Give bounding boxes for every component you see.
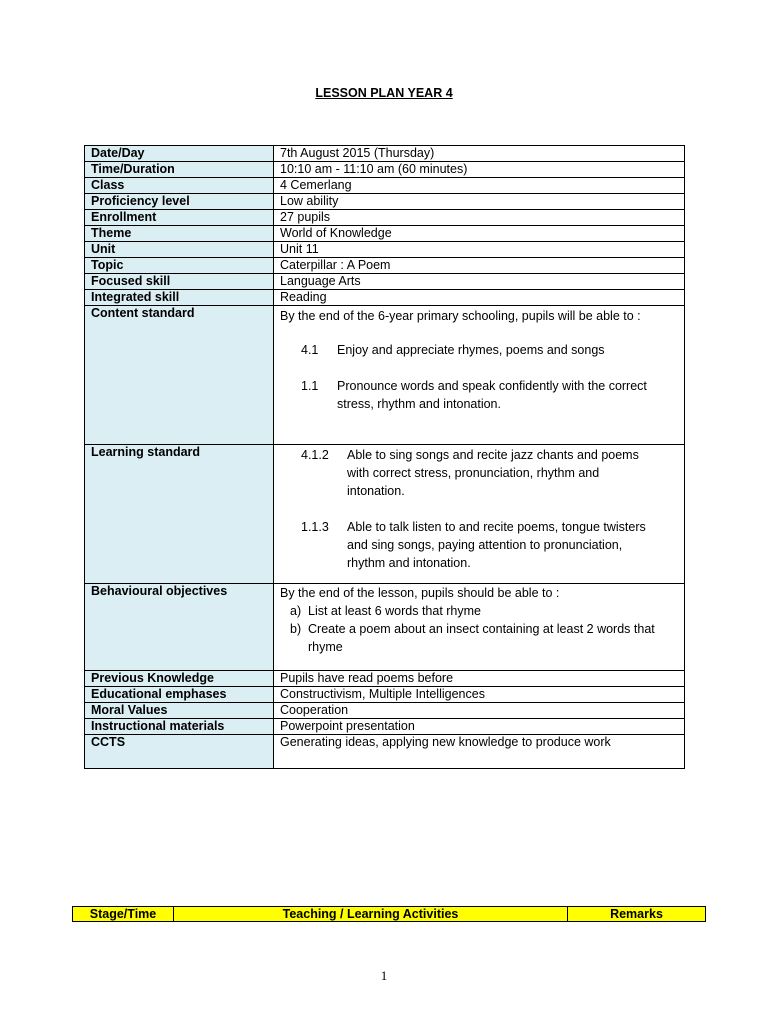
standard-item — [280, 518, 678, 572]
header-activities: Teaching / Learning Activities — [174, 907, 568, 922]
standard-text: Able to talk listen to and recite poems, tongue twisters and sing songs, paying attention to pronunciation, rhythm and intonation. — [347, 520, 646, 570]
standard-text: Pronounce words and speak confidently with the correct stress, rhythm and intonation. — [337, 379, 647, 411]
row-value: World of Knowledge — [274, 226, 685, 242]
table-row — [85, 194, 685, 210]
stage-activities-table — [72, 906, 706, 922]
row-label: CCTS — [85, 735, 274, 769]
document-title: LESSON PLAN YEAR 4 — [315, 86, 453, 100]
header-remarks: Remarks — [568, 907, 706, 922]
table-row — [85, 178, 685, 194]
row-label: Theme — [85, 226, 274, 242]
row-value: Caterpillar : A Poem — [274, 258, 685, 274]
row-label: Date/Day — [85, 146, 274, 162]
learning-standard-cell — [274, 445, 685, 584]
table-row — [85, 226, 685, 242]
standard-number: 4.1 — [301, 343, 319, 357]
table-row — [85, 735, 685, 769]
standard-text: Enjoy and appreciate rhymes, poems and songs — [337, 343, 605, 357]
standard-number: 4.1.2 — [301, 448, 329, 462]
row-label: Unit — [85, 242, 274, 258]
row-label: Behavioural objectives — [85, 584, 274, 671]
row-label: Focused skill — [85, 274, 274, 290]
table-row — [85, 687, 685, 703]
lesson-info-table — [84, 145, 685, 769]
row-value: Reading — [274, 290, 685, 306]
row-value: Constructivism, Multiple Intelligences — [274, 687, 685, 703]
content-standard-cell — [274, 306, 685, 445]
standard-number: 1.1.3 — [301, 520, 329, 534]
behavioural-objectives-cell — [274, 584, 685, 671]
objective-letter: b) — [290, 622, 302, 636]
table-row — [85, 290, 685, 306]
row-value: Pupils have read poems before — [274, 671, 685, 687]
row-label: Learning standard — [85, 445, 274, 584]
row-label: Time/Duration — [85, 162, 274, 178]
content-standard-row — [85, 306, 685, 445]
row-value: Language Arts — [274, 274, 685, 290]
row-label: Moral Values — [85, 703, 274, 719]
row-label: Proficiency level — [85, 194, 274, 210]
content-standard-intro: By the end of the 6-year primary schooling, pupils will be able to : — [280, 309, 641, 323]
table-row — [85, 146, 685, 162]
objective-item — [280, 620, 678, 656]
row-label: Educational emphases — [85, 687, 274, 703]
row-label: Topic — [85, 258, 274, 274]
table-row — [85, 719, 685, 735]
table-row — [85, 242, 685, 258]
row-value: Cooperation — [274, 703, 685, 719]
standard-number: 1.1 — [301, 379, 319, 393]
row-label: Content standard — [85, 306, 274, 445]
table-row — [85, 162, 685, 178]
row-value: 4 Cemerlang — [274, 178, 685, 194]
table-row — [85, 210, 685, 226]
page-number: 1 — [380, 968, 388, 983]
standard-text: Able to sing songs and recite jazz chants and poems with correct stress, pronunciation, rhythm and intonation. — [347, 448, 639, 498]
objectives-intro: By the end of the lesson, pupils should be able to : — [280, 586, 560, 600]
standard-item — [280, 445, 678, 500]
row-label: Enrollment — [85, 210, 274, 226]
objective-text: List at least 6 words that rhyme — [308, 604, 481, 618]
objective-letter: a) — [290, 604, 302, 618]
objective-text: Create a poem about an insect containing at least 2 words that rhyme — [308, 622, 655, 654]
table-row — [85, 671, 685, 687]
header-stage-time: Stage/Time — [73, 907, 174, 922]
table-row — [85, 274, 685, 290]
table-row — [85, 703, 685, 719]
row-value: Unit 11 — [274, 242, 685, 258]
row-value: 7th August 2015 (Thursday) — [274, 146, 685, 162]
standard-item — [280, 341, 678, 359]
row-value: 10:10 am - 11:10 am (60 minutes) — [274, 162, 685, 178]
row-label: Integrated skill — [85, 290, 274, 306]
row-label: Class — [85, 178, 274, 194]
learning-standard-row — [85, 445, 685, 584]
table-row — [85, 258, 685, 274]
standard-item — [280, 377, 678, 413]
row-label: Instructional materials — [85, 719, 274, 735]
row-value: Low ability — [274, 194, 685, 210]
objective-item — [280, 602, 678, 620]
table-header-row — [73, 907, 706, 922]
row-value: Powerpoint presentation — [274, 719, 685, 735]
row-label: Previous Knowledge — [85, 671, 274, 687]
row-value: Generating ideas, applying new knowledge to produce work — [274, 735, 685, 769]
row-value: 27 pupils — [274, 210, 685, 226]
behavioural-objectives-row — [85, 584, 685, 671]
